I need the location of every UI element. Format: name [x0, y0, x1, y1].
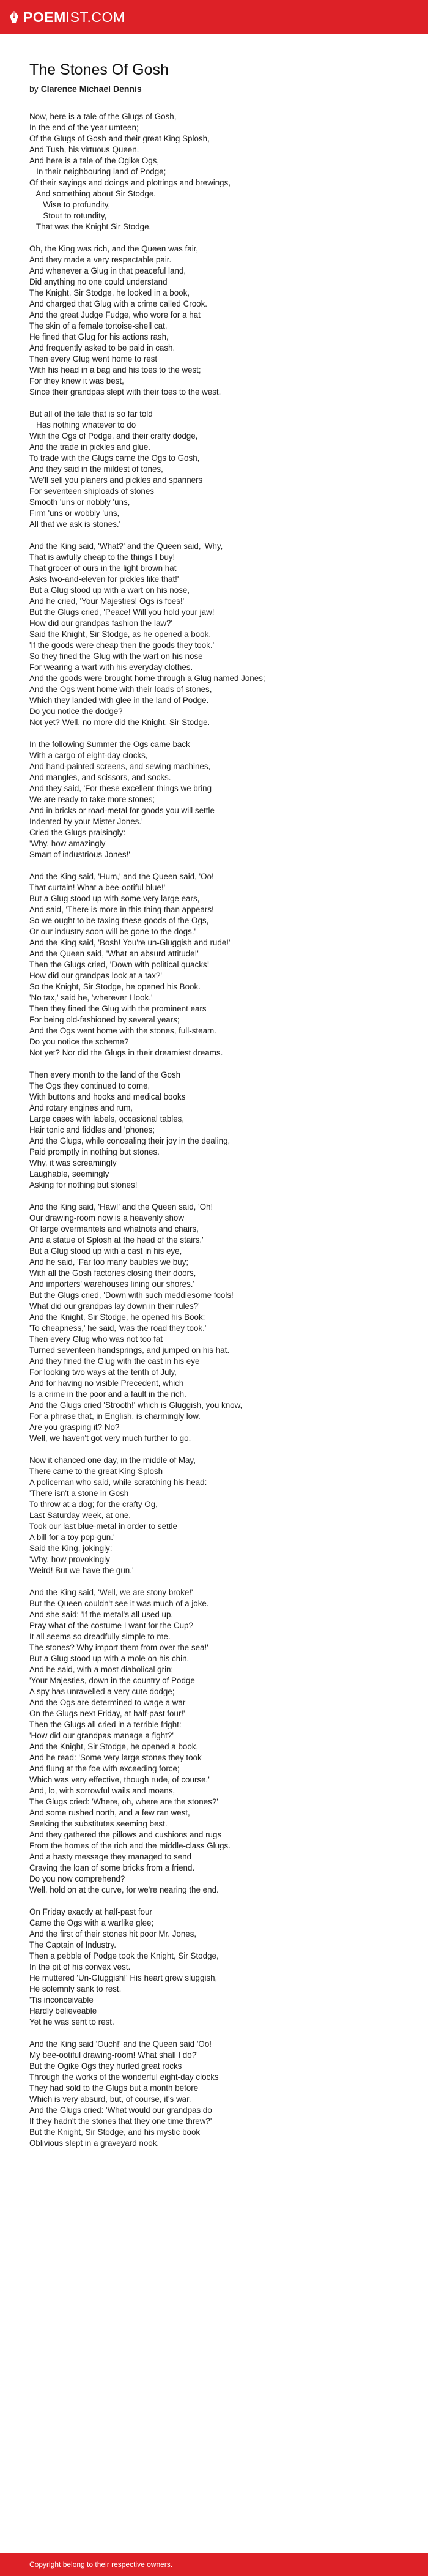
site-logo[interactable] — [9, 9, 125, 26]
poem-line: Are you grasping it? No? — [29, 1423, 120, 1432]
poem-line: 'There isn't a stone in Gosh — [29, 1489, 129, 1498]
poem-line: If they hadn't the stones that they one time threw?' — [29, 2116, 212, 2126]
poem-line: 'How did our grandpas manage a fight?' — [29, 1731, 174, 1740]
poem-line: And some rushed north, and a few ran west, — [29, 1808, 190, 1817]
poem-line: Turned seventeen handsprings, and jumped on his hat. — [29, 1346, 230, 1355]
poem-line: For being old-fashioned by several years; — [29, 1015, 180, 1024]
poem-line: And for having no visible Precedent, which — [29, 1379, 184, 1388]
poem-line: Of large overmantels and whatnots and chairs, — [29, 1224, 199, 1234]
poem-line: Large cases with labels, occasional tables, — [29, 1114, 185, 1123]
poem-line: Then the Glugs cried, 'Down with political quacks! — [29, 960, 210, 969]
poem-line: So the Knight, Sir Stodge, he opened his Book. — [29, 982, 201, 991]
poem-line: And mangles, and scissors, and socks. — [29, 773, 171, 782]
poem-line: My bee-ootiful drawing-room! What shall I do?' — [29, 2050, 198, 2060]
poem-line: And whenever a Glug in that peaceful land, — [29, 266, 186, 275]
poem-line: And frequently asked to be paid in cash. — [29, 343, 175, 352]
poem-line: And Tush, his virtuous Queen. — [29, 145, 139, 154]
poem-line: For a phrase that, in English, is charmingly low. — [29, 1412, 201, 1421]
poem-line: A spy has unravelled a very cute dodge; — [29, 1687, 175, 1696]
poem-line: For they knew it was best, — [29, 376, 124, 385]
poem-line: Stout to rotundity, — [29, 211, 107, 220]
poem-line: Now, here is a tale of the Glugs of Gosh, — [29, 112, 177, 121]
poem-line: The stones? Why import them from over the sea!' — [29, 1643, 208, 1652]
poem-line: Pray what of the costume I want for the Cup? — [29, 1621, 193, 1630]
poem-line: And the great Judge Fudge, who wore for a hat — [29, 310, 201, 319]
poem-line: All that we ask is stones.' — [29, 519, 121, 529]
poem-line: Or our industry soon will be gone to the dogs.' — [29, 927, 196, 936]
poem-line: There came to the great King Splosh — [29, 1467, 163, 1476]
poem-line: To throw at a dog; for the crafty Og, — [29, 1500, 158, 1509]
poem-stanza — [29, 1070, 399, 1191]
poem-line: Yet he was sent to rest. — [29, 2017, 114, 2027]
poem-line: They had sold to the Glugs but a month before — [29, 2083, 199, 2093]
poem-line: And the King said, 'Hum,' and the Queen said, 'Oo! — [29, 872, 214, 881]
poem-title: The Stones Of Gosh — [29, 61, 169, 78]
poem-line: Wise to profundity, — [29, 200, 111, 209]
poem-line: But the Glugs cried, 'Down with such meddlesome fools! — [29, 1290, 234, 1300]
poem-line: Now it chanced one day, in the middle of May, — [29, 1456, 196, 1465]
poem-line: And they said, 'For these excellent things we bring — [29, 784, 212, 793]
poem-line: With all the Gosh factories closing their doors, — [29, 1268, 196, 1278]
poem-line: And the King said, 'What?' and the Queen said, 'Why, — [29, 542, 223, 551]
poem-line: And the Glugs cried 'Strooth!' which is Gluggish, you know, — [29, 1401, 243, 1410]
poem-line: Which they landed with glee in the land of Podge. — [29, 696, 209, 705]
poem-line: Which is very absurd, but, of course, it's war. — [29, 2094, 191, 2104]
poem-line: For seventeen shiploads of stones — [29, 486, 154, 496]
poem-line: And the Ogs went home with the stones, full-steam. — [29, 1026, 216, 1035]
poem-line: And the King said, 'Haw!' and the Queen said, 'Oh! — [29, 1202, 213, 1212]
author-link[interactable]: Clarence Michael Dennis — [40, 84, 142, 94]
poem-line: For looking two ways at the tenth of July, — [29, 1368, 177, 1377]
poem-line: And they said in the mildest of tones, — [29, 464, 163, 474]
poem-line: Hair tonic and fiddles and 'phones; — [29, 1125, 155, 1134]
poem-line: And in bricks or road-metal for goods you will settle — [29, 806, 215, 815]
poem-line: Asks two-and-eleven for pickles like that!' — [29, 575, 179, 584]
poem-line: On Friday exactly at half-past four — [29, 1907, 152, 1916]
poem-line: Do you notice the dodge? — [29, 707, 123, 716]
poem-line: And the first of their stones hit poor Mr. Jones, — [29, 1929, 197, 1938]
poem-line: To trade with the Glugs came the Ogs to Gosh, — [29, 453, 200, 463]
poem-line: Oh, the King was rich, and the Queen was fair, — [29, 244, 199, 253]
poem-line: In the pit of his convex vest. — [29, 1962, 131, 1971]
poem-line: On the Glugs next Friday, at half-past four!' — [29, 1709, 185, 1718]
copyright-text: Copyright belong to their respective owners. — [29, 2560, 173, 2569]
poem-line: Since their grandpas slept with their toes to the west. — [29, 387, 221, 396]
poem-line: Then every Glug who was not too fat — [29, 1335, 163, 1344]
poem-line: And they fined the Glug with the cast in his eye — [29, 1357, 200, 1366]
poem-line: And importers' warehouses lining our shores.' — [29, 1279, 195, 1289]
poem-line: Has nothing whatever to do — [29, 420, 136, 430]
poem-stanza — [29, 1455, 399, 1576]
poem-line: Said the Knight, Sir Stodge, as he opened a book, — [29, 630, 212, 639]
poem-line: And the goods were brought home through a Glug named Jones; — [29, 674, 265, 683]
poem-line: 'Tis inconceivable — [29, 1995, 94, 2005]
poem-line: And the Queen said, 'What an absurd attitude!' — [29, 949, 199, 958]
poem-line: Smart of industrious Jones!' — [29, 850, 130, 859]
poem-line: And rotary engines and rum, — [29, 1103, 133, 1112]
poem-content — [29, 61, 399, 2160]
poem-line: Is a crime in the poor and a fault in the rich. — [29, 1390, 186, 1399]
poem-stanza — [29, 409, 399, 530]
poem-line: Why, it was screamingly — [29, 1158, 117, 1167]
poem-line: Our drawing-room now is a heavenly show — [29, 1213, 185, 1223]
poem-line: 'No tax,' said he, 'wherever I look.' — [29, 993, 153, 1002]
poem-line: But a Glug stood up with a wart on his nose, — [29, 586, 190, 595]
poem-stanza — [29, 739, 399, 860]
poem-line: And the Knight, Sir Stodge, he opened a book, — [29, 1742, 199, 1751]
poem-byline — [29, 84, 399, 94]
poem-line: And charged that Glug with a crime called Crook. — [29, 299, 208, 308]
poem-line: A bill for a toy pop-gun.' — [29, 1533, 115, 1542]
poem-line: 'Why, how provokingly — [29, 1555, 110, 1564]
poem-stanza — [29, 541, 399, 728]
poem-line: 'If the goods were cheap then the goods they took.' — [29, 641, 215, 650]
poem-line: What did our grandpas lay down in their rules?' — [29, 1301, 200, 1311]
poem-line: Which was very effective, though rude, of course.' — [29, 1775, 210, 1784]
poem-line: Took our last blue-metal in order to settle — [29, 1522, 177, 1531]
poem-line: And the Glugs cried: 'What would our grandpas do — [29, 2105, 212, 2115]
poem-line: The Glugs cried: 'Where, oh, where are the stones?' — [29, 1797, 218, 1806]
poem-line: But the Queen couldn't see it was much of a joke. — [29, 1599, 209, 1608]
poem-line: The Captain of Industry. — [29, 1940, 116, 1949]
poem-line: And they made a very respectable pair. — [29, 255, 172, 264]
poem-line: And they gathered the pillows and cushions and rugs — [29, 1830, 222, 1839]
poem-line: Hardly believeable — [29, 2006, 97, 2016]
poem-line: And the Glugs, while concealing their joy in the dealing, — [29, 1136, 231, 1145]
poem-stanza — [29, 1907, 399, 2028]
poem-line: And, lo, with sorrowful wails and moans, — [29, 1786, 175, 1795]
poem-line: So we ought to be taxing these goods of the Ogs, — [29, 916, 209, 925]
poem-line: But the Glugs cried, 'Peace! Will you hold your jaw! — [29, 608, 215, 617]
poem-line: And the Ogs went home with their loads of stones, — [29, 685, 212, 694]
poem-line: But a Glug stood up with a mole on his chin, — [29, 1654, 190, 1663]
poem-line: He fined that Glug for his actions rash, — [29, 332, 169, 341]
poem-line: Weird! But we have the gun.' — [29, 1566, 134, 1575]
poem-line: How did our grandpas look at a tax?' — [29, 971, 162, 980]
poem-line: From the homes of the rich and the middle-class Glugs. — [29, 1841, 231, 1850]
poem-line: How did our grandpas fashion the law?' — [29, 619, 173, 628]
poem-stanza — [29, 111, 399, 233]
poem-stanza — [29, 871, 399, 1059]
poem-line: Do you notice the scheme? — [29, 1037, 129, 1046]
poem-stanza — [29, 1202, 399, 1444]
poem-line: And he cried, 'Your Majesties! Ogs is foes!' — [29, 597, 185, 606]
poem-line: And a hasty message they managed to send — [29, 1852, 192, 1861]
poem-line: Then the Glugs all cried in a terrible fright: — [29, 1720, 182, 1729]
poem-line: He solemnly sank to rest, — [29, 1984, 122, 1993]
poem-line: For wearing a wart with his everyday clothes. — [29, 663, 193, 672]
poem-line: The skin of a female tortoise-shell cat, — [29, 321, 168, 330]
poem-line: 'Why, how amazingly — [29, 839, 106, 848]
poem-line: Well, hold on at the curve, for we're nearing the end. — [29, 1885, 219, 1894]
poem-line: Well, we haven't got very much further to go. — [29, 1434, 191, 1443]
poem-line: And he said, with a most diabolical grin: — [29, 1665, 174, 1674]
poem-line: A policeman who said, while scratching his head: — [29, 1478, 207, 1487]
poem-line: And he said, 'Far too many baubles we buy; — [29, 1257, 189, 1267]
poem-line: So they fined the Glug with the wart on his nose — [29, 652, 203, 661]
poem-stanza — [29, 2039, 399, 2149]
poem-line: And the Ogs are determined to wage a war — [29, 1698, 186, 1707]
poem-line: Laughable, seemingly — [29, 1169, 109, 1178]
poem-line: Last Saturday week, at one, — [29, 1511, 131, 1520]
poem-line: That is awfully cheap to the things I buy! — [29, 553, 175, 562]
byline-prefix: by — [29, 84, 39, 94]
poem-line: Then every Glug went home to rest — [29, 354, 158, 363]
poem-line: Said the King, jokingly: — [29, 1544, 113, 1553]
poem-line: Craving the loan of some bricks from a friend. — [29, 1863, 195, 1872]
poem-line: With a cargo of eight-day clocks, — [29, 751, 148, 760]
poem-line: And the King said, 'Well, we are stony broke!' — [29, 1588, 193, 1597]
poem-line: Asking for nothing but stones! — [29, 1180, 138, 1189]
logo-bold-text: POEM — [23, 9, 66, 25]
poem-line: Of their sayings and doings and plottings and brewings, — [29, 178, 231, 187]
site-header — [0, 0, 428, 34]
poem-line: That was the Knight Sir Stodge. — [29, 222, 152, 231]
poem-line: Firm 'uns or wobbly 'uns, — [29, 508, 120, 518]
poem-line: 'We'll sell you planers and pickles and spanners — [29, 475, 203, 485]
site-footer — [0, 2553, 428, 2576]
poem-line: Then they fined the Glug with the prominent ears — [29, 1004, 207, 1013]
poem-line: And flung at the foe with exceeding force; — [29, 1764, 180, 1773]
poem-line: And a statue of Splosh at the head of the stairs.' — [29, 1235, 204, 1245]
poem-line: Came the Ogs with a warlike glee; — [29, 1918, 154, 1927]
poem-stanza — [29, 1587, 399, 1896]
poem-line: In the end of the year umteen; — [29, 123, 139, 132]
poem-line: But a Glug stood up with a cast in his eye, — [29, 1246, 182, 1256]
poem-line: But the Ogike Ogs they hurled great rocks — [29, 2061, 182, 2071]
poem-line: Then every month to the land of the Gosh — [29, 1070, 181, 1079]
poem-body — [29, 111, 399, 2149]
poem-line: That curtain! What a bee-ootiful blue!' — [29, 883, 166, 892]
poem-line: Not yet? Well, no more did the Knight, Sir Stodge. — [29, 718, 210, 727]
poem-line: Paid promptly in nothing but stones. — [29, 1147, 160, 1156]
poem-line: Oblivious slept in a graveyard nook. — [29, 2139, 160, 2148]
poem-line: The Ogs they continued to come, — [29, 1081, 150, 1090]
poem-line: Then a pebble of Podge took the Knight, Sir Stodge, — [29, 1951, 219, 1960]
poem-line: Indented by your Mister Jones.' — [29, 817, 143, 826]
poem-line: We are ready to take more stones; — [29, 795, 155, 804]
poem-line: 'To cheapness,' he said, 'was the road they took.' — [29, 1323, 207, 1333]
poem-line: It all seems so dreadfully simple to me. — [29, 1632, 171, 1641]
poem-line: Seeking the substitutes seeming best. — [29, 1819, 168, 1828]
poem-line: And she said: 'If the metal's all used up, — [29, 1610, 174, 1619]
poem-line: And here is a tale of the Ogike Ogs, — [29, 156, 160, 165]
poem-line: And the King said, 'Bosh! You're un-Gluggish and rude!' — [29, 938, 231, 947]
logo-light-text: IST.COM — [65, 9, 125, 25]
poem-line: He muttered 'Un-Gluggish!' His heart grew sluggish, — [29, 1973, 218, 1982]
poem-line: But the Knight, Sir Stodge, and his mystic book — [29, 2127, 201, 2137]
poem-line: Not yet? Nor did the Glugs in their dreamiest dreams. — [29, 1048, 223, 1057]
pen-nib-icon — [9, 10, 20, 24]
poem-line: Cried the Glugs praisingly: — [29, 828, 126, 837]
poem-line: But a Glug stood up with some very large ears, — [29, 894, 200, 903]
poem-line: And the trade in pickles and glue. — [29, 442, 151, 452]
poem-line: But all of the tale that is so far told — [29, 409, 153, 419]
poem-line: In the following Summer the Ogs came back — [29, 740, 190, 749]
poem-line: That grocer of ours in the light brown hat — [29, 564, 177, 573]
poem-line: Of the Glugs of Gosh and their great King Splosh, — [29, 134, 210, 143]
poem-line: Did anything no one could understand — [29, 277, 168, 286]
poem-line: In their neighbouring land of Podge; — [29, 167, 166, 176]
poem-line: Smooth 'uns or nobbly 'uns, — [29, 497, 130, 507]
poem-line: Do you now comprehend? — [29, 1874, 125, 1883]
poem-line: The Knight, Sir Stodge, he looked in a book, — [29, 288, 190, 297]
poem-line: 'Your Majesties, down in the country of Podge — [29, 1676, 195, 1685]
poem-line: And the Knight, Sir Stodge, he opened his Book: — [29, 1312, 205, 1322]
poem-line: With his head in a bag and his toes to the west; — [29, 365, 201, 374]
poem-line: With buttons and hooks and medical books — [29, 1092, 186, 1101]
poem-line: And hand-painted screens, and sewing machines, — [29, 762, 211, 771]
poem-stanza — [29, 244, 399, 398]
poem-line: And the King said 'Ouch!' and the Queen said 'Oo! — [29, 2039, 212, 2049]
poem-line: And he read: 'Some very large stones they took — [29, 1753, 202, 1762]
poem-line: And something about Sir Stodge. — [29, 189, 156, 198]
poem-line: Through the works of the wonderful eight-day clocks — [29, 2072, 219, 2082]
poem-line: And said, 'There is more in this thing than appears! — [29, 905, 214, 914]
poem-line: With the Ogs of Podge, and their crafty dodge, — [29, 431, 198, 441]
